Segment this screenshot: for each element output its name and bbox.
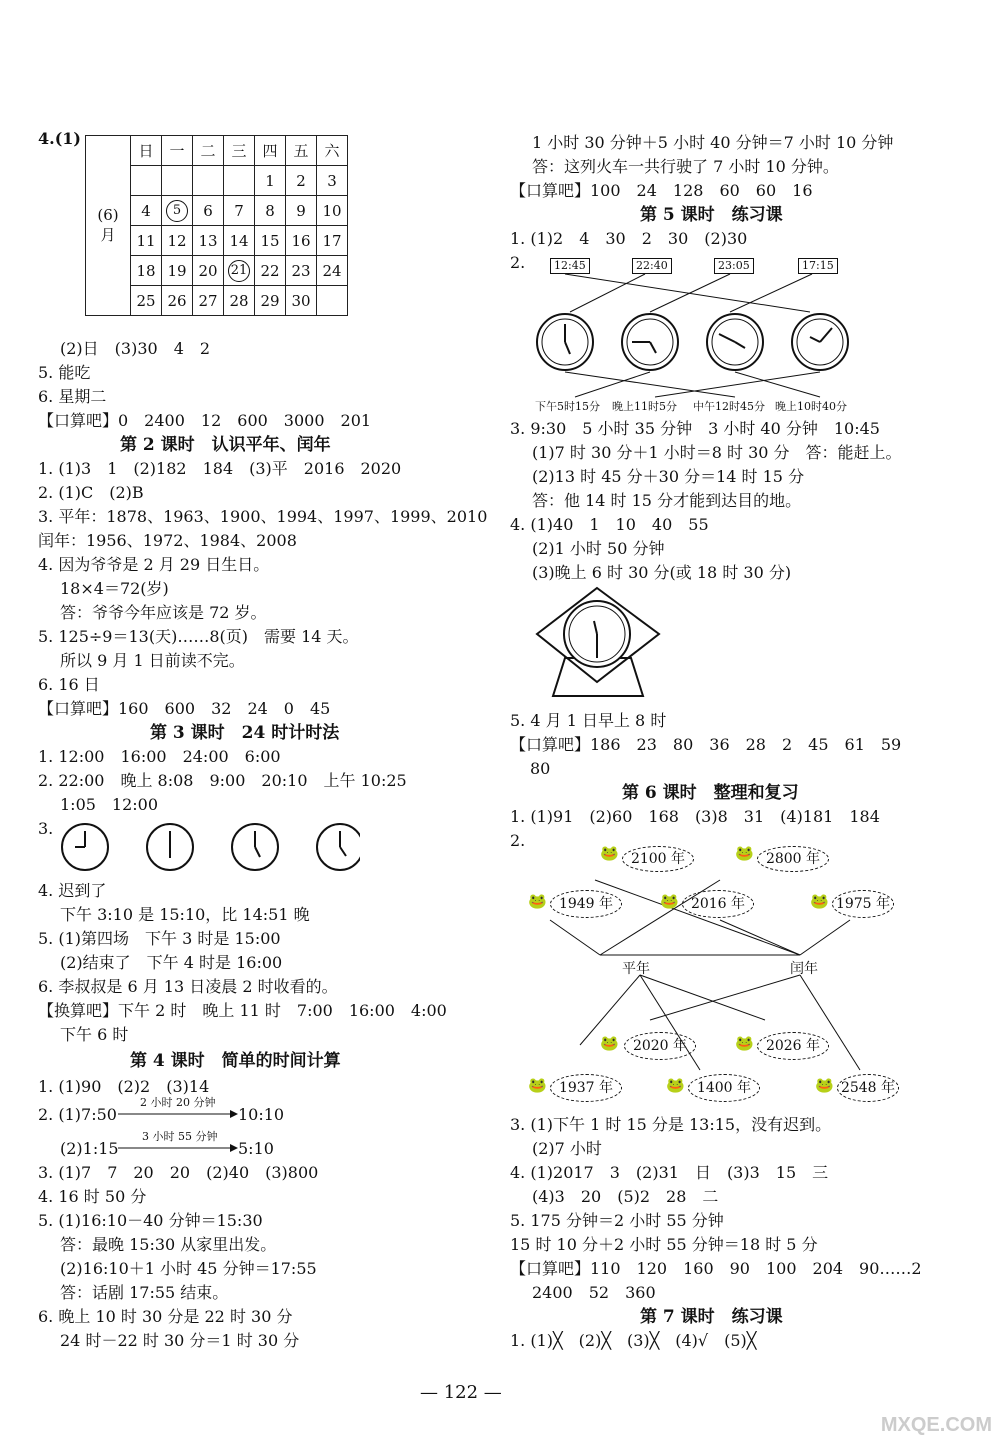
arrow-label: 3 小时 55 分钟	[142, 1130, 218, 1143]
answer-line: (2)7 小时	[532, 1139, 602, 1158]
answer-line: 10:10	[238, 1105, 285, 1124]
answer-line: 3. (1)7 7 20 20 (2)40 (3)800	[38, 1163, 319, 1182]
section-heading: 第 7 课时 练习课	[640, 1307, 783, 1327]
answer-line: 1. 12:00 16:00 24:00 6:00	[38, 747, 281, 766]
calendar-day: 4	[131, 196, 162, 226]
answer-line: 1. (1)3 1 (2)182 184 (3)平 2016 2020	[38, 459, 402, 478]
calendar-day: 2	[286, 166, 317, 196]
calendar-day	[224, 256, 255, 286]
page-number: — 122 —	[420, 1382, 502, 1403]
calendar-day	[131, 166, 162, 196]
calendar-weekday: 日	[131, 136, 162, 166]
answer-line: (1)7 时 30 分＋1 小时＝8 时 30 分 答：能赶上。	[532, 443, 902, 462]
calendar-month-label: (6) 月	[86, 136, 131, 316]
clock-face-icon	[147, 824, 193, 870]
calendar-day: 16	[286, 226, 317, 256]
answer-line: 答：他 14 时 15 分才能到达目的地。	[532, 491, 802, 510]
answer-line: 1. (1)╳ (2)╳ (3)╳ (4)√ (5)╳	[510, 1331, 757, 1350]
circled-day: 5	[166, 200, 188, 222]
digital-time: 12:45	[550, 258, 590, 274]
calendar-day: 26	[162, 286, 193, 316]
frog-icon: 🐸	[600, 844, 619, 862]
frog-icon: 🐸	[660, 892, 679, 910]
calendar-weekday: 三	[224, 136, 255, 166]
four-clocks	[60, 822, 360, 874]
calendar-day: 15	[255, 226, 286, 256]
answer-line: 4. 因为爷爷是 2 月 29 日生日。	[38, 555, 270, 574]
answer-line: 5. (1)第四场 下午 3 时是 15:00	[38, 929, 281, 948]
answer-line: 【口算吧】186 23 80 36 28 2 45 61 59	[510, 735, 902, 754]
matching-lines	[530, 272, 860, 402]
calendar-day	[224, 166, 255, 196]
answer-line: 80	[530, 759, 551, 778]
answer-line: 所以 9 月 1 日前读不完。	[60, 651, 245, 670]
answer-line: 4. (1)40 1 10 40 55	[510, 515, 709, 534]
clock-caption: 下午5时15分	[535, 400, 600, 413]
calendar-day: 3	[317, 166, 348, 196]
frog-icon: 🐸	[600, 1034, 619, 1052]
frog-icon: 🐸	[735, 844, 754, 862]
answer-line: 4. 16 时 50 分	[38, 1187, 147, 1206]
year-oval: 2800 年	[757, 846, 829, 872]
calendar-day: 14	[224, 226, 255, 256]
clock-caption: 晚上11时5分	[612, 400, 677, 413]
answer-line: 2.	[510, 253, 526, 272]
answer-line: 18×4＝72(岁)	[60, 579, 169, 598]
june-calendar	[85, 135, 348, 316]
calendar-day: 10	[317, 196, 348, 226]
clock-face-icon	[792, 314, 848, 370]
answer-line: 1. (1)90 (2)2 (3)14	[38, 1077, 210, 1096]
answer-line: 2. 22:00 晚上 8:08 9:00 20:10 上午 10:25	[38, 771, 407, 790]
stand-clock	[535, 586, 665, 698]
calendar-weekday: 五	[286, 136, 317, 166]
answer-line: (2)1 小时 50 分钟	[532, 539, 665, 558]
answer-line: 3.	[38, 819, 54, 838]
clock-caption: 中午12时45分	[693, 400, 765, 413]
watermark: MXQE.COM	[880, 1414, 992, 1436]
arrow-label: 2 小时 20 分钟	[140, 1096, 216, 1109]
calendar-day: 8	[255, 196, 286, 226]
answer-line: 答：爷爷今年应该是 72 岁。	[60, 603, 267, 622]
calendar-day: 25	[131, 286, 162, 316]
calendar-day: 20	[193, 256, 224, 286]
answer-line: (2)结束了 下午 4 时是 16:00	[60, 953, 283, 972]
answer-line: 2400 52 360	[532, 1283, 656, 1302]
calendar-weekday: 二	[193, 136, 224, 166]
frog-icon: 🐸	[815, 1076, 834, 1094]
clock-face-icon	[317, 824, 360, 870]
section-heading: 第 3 课时 24 时计时法	[150, 723, 340, 743]
answer-line: 下午 3:10 是 15:10，比 14:51 晚	[60, 905, 310, 924]
answer-line: 5. 125÷9＝13(天)……8(页) 需要 14 天。	[38, 627, 359, 646]
digital-time: 22:40	[632, 258, 672, 274]
answer-line: 3. 平年：1878、1963、1900、1994、1997、1999、2010	[38, 507, 488, 526]
section-heading: 第 6 课时 整理和复习	[622, 783, 799, 803]
answer-line: 答：最晚 15:30 从家里出发。	[60, 1235, 277, 1254]
calendar-weekday: 一	[162, 136, 193, 166]
circled-day: 21	[228, 260, 250, 282]
answer-line: 【口算吧】160 600 32 24 0 45	[38, 699, 331, 718]
answer-line: 15 时 10 分＋2 小时 55 分钟＝18 时 5 分	[510, 1235, 818, 1254]
answer-line: 5. (1)16:10－40 分钟＝15:30	[38, 1211, 263, 1230]
clock-face-icon	[707, 314, 763, 370]
answer-line: 3. 9:30 5 小时 35 分钟 3 小时 40 分钟 10:45	[510, 419, 880, 438]
answer-line: (2)13 时 45 分＋30 分＝14 时 15 分	[532, 467, 805, 486]
year-oval: 1937 年	[550, 1074, 622, 1102]
calendar-day: 1	[255, 166, 286, 196]
answer-line: 1. (1)2 4 30 2 30 (2)30	[510, 229, 748, 248]
answer-line: (4)3 20 (5)2 28 二	[532, 1187, 719, 1206]
answer-line: 2. (1)C (2)B	[38, 483, 144, 502]
answer-line: 5. 175 分钟＝2 小时 55 分钟	[510, 1211, 724, 1230]
calendar-day: 22	[255, 256, 286, 286]
answer-line: 5. 4 月 1 日早上 8 时	[510, 711, 667, 730]
answer-line: (2)16:10＋1 小时 45 分钟＝17:55	[60, 1259, 317, 1278]
clock-face-icon	[537, 314, 593, 370]
section-heading: 第 5 课时 练习课	[640, 205, 783, 225]
year-oval: 2548 年	[837, 1074, 899, 1102]
q4-label: 4.(1)	[38, 129, 81, 148]
answer-line: 答：这列火车一共行驶了 7 小时 10 分钟。	[532, 157, 839, 176]
frog-icon: 🐸	[810, 892, 829, 910]
section-heading: 第 4 课时 简单的时间计算	[130, 1051, 341, 1071]
calendar-day: 29	[255, 286, 286, 316]
digital-time: 17:15	[798, 258, 838, 274]
clock-face-icon	[62, 824, 108, 870]
year-oval: 2016 年	[682, 890, 754, 918]
answer-line: 4. 迟到了	[38, 881, 107, 900]
calendar-weekday: 六	[317, 136, 348, 166]
year-oval: 1400 年	[688, 1074, 760, 1102]
calendar-day: 12	[162, 226, 193, 256]
answer-line: 1 小时 30 分钟＋5 小时 40 分钟＝7 小时 10 分钟	[532, 133, 894, 152]
year-oval: 2020 年	[624, 1032, 696, 1060]
answer-line: 6. 李叔叔是 6 月 13 日凌晨 2 时收看的。	[38, 977, 338, 996]
answer-line: 1. (1)91 (2)60 168 (3)8 31 (4)181 184	[510, 807, 880, 826]
calendar-day: 7	[224, 196, 255, 226]
answer-line: 6. 星期二	[38, 387, 107, 406]
year-oval: 1949 年	[550, 890, 622, 918]
answer-line: 闰年：1956、1972、1984、2008	[38, 531, 297, 550]
calendar-day: 6	[193, 196, 224, 226]
calendar-day	[162, 196, 193, 226]
answer-line: (3)晚上 6 时 30 分(或 18 时 30 分)	[532, 563, 792, 582]
clock-face-icon	[232, 824, 278, 870]
year-oval: 1975 年	[832, 890, 894, 918]
answer-line: 5. 能吃	[38, 363, 91, 382]
answer-line: (2)日 (3)30 4 2	[60, 339, 211, 358]
calendar-weekday: 四	[255, 136, 286, 166]
common-year-label: 平年	[622, 961, 650, 977]
leap-year-label: 闰年	[790, 961, 818, 977]
answer-line: 6. 16 日	[38, 675, 100, 694]
frog-icon: 🐸	[666, 1076, 685, 1094]
answer-line: 2.	[510, 831, 526, 850]
answer-line: 1:05 12:00	[60, 795, 159, 814]
clock-caption: 晚上10时40分	[775, 400, 847, 413]
frog-icon: 🐸	[735, 1034, 754, 1052]
calendar-day: 9	[286, 196, 317, 226]
frog-icon: 🐸	[528, 1076, 547, 1094]
calendar-day	[162, 166, 193, 196]
answer-line: 6. 晚上 10 时 30 分是 22 时 30 分	[38, 1307, 293, 1326]
digital-time: 23:05	[714, 258, 754, 274]
calendar-day: 30	[286, 286, 317, 316]
answer-line: 【换算吧】下午 2 时 晚上 11 时 7:00 16:00 4:00	[38, 1001, 447, 1020]
answer-line: 3. (1)下午 1 时 15 分是 13:15，没有迟到。	[510, 1115, 832, 1134]
answer-line: 【口算吧】0 2400 12 600 3000 201	[38, 411, 372, 430]
answer-line: 【口算吧】110 120 160 90 100 204 90……2	[510, 1259, 922, 1278]
answer-line: 4. (1)2017 3 (2)31 日 (3)3 15 三	[510, 1163, 829, 1182]
calendar-day: 19	[162, 256, 193, 286]
year-oval: 2026 年	[757, 1032, 829, 1060]
calendar-day: 18	[131, 256, 162, 286]
calendar-day	[193, 166, 224, 196]
calendar-day: 17	[317, 226, 348, 256]
clock-face-icon	[622, 314, 678, 370]
answer-line: 2. (1)7:50	[38, 1105, 117, 1124]
frog-icon: 🐸	[528, 892, 547, 910]
answer-line: 下午 6 时	[60, 1025, 129, 1044]
answer-line: 答：话剧 17:55 结束。	[60, 1283, 229, 1302]
calendar-day: 13	[193, 226, 224, 256]
calendar-day: 24	[317, 256, 348, 286]
arrow-icon	[118, 1144, 238, 1152]
answer-line: 5:10	[238, 1139, 274, 1158]
calendar-day: 23	[286, 256, 317, 286]
section-heading: 第 2 课时 认识平年、闰年	[120, 435, 331, 455]
calendar-day: 28	[224, 286, 255, 316]
calendar-day: 27	[193, 286, 224, 316]
arrow-icon	[118, 1110, 238, 1118]
calendar-day	[317, 286, 348, 316]
year-oval: 2100 年	[622, 846, 694, 872]
answer-line: (2)1:15	[60, 1139, 119, 1158]
calendar-day: 11	[131, 226, 162, 256]
answer-line: 【口算吧】100 24 128 60 60 16	[510, 181, 813, 200]
answer-line: 24 时－22 时 30 分＝1 时 30 分	[60, 1331, 300, 1350]
